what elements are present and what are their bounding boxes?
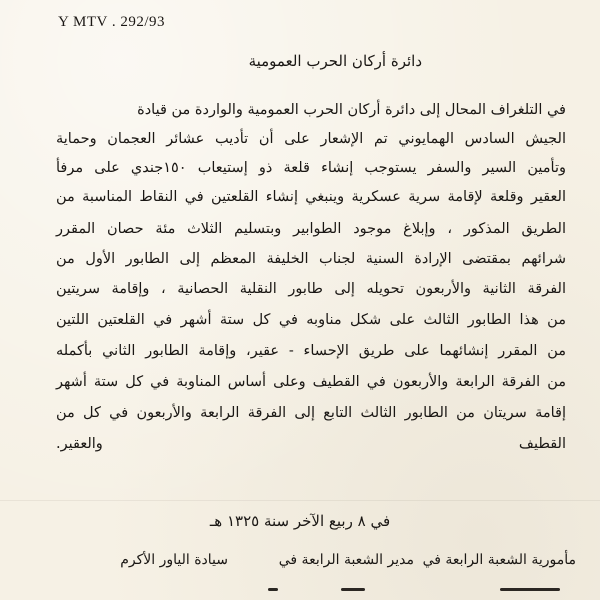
body-line: الفرقة الثانية والأربعون تحويله إلى طابور النقلية الحصانية ، وإقامة سريتين <box>56 281 566 297</box>
body-line: من هذا الطابور الثالث على شكل مناوبه في كل ستة أشهر في القلعتين اللتين <box>56 312 566 328</box>
body-line: في التلغراف المحال إلى دائرة أركان الحرب العمومية والواردة من قيادة <box>137 102 566 118</box>
recipient-label: سيادة الياور الأكرم <box>120 552 228 568</box>
body-line: الطريق المذكور ، وإبلاغ موجود الطوابير وبتسليم الثلاث مئة حصان المقرر <box>56 221 566 237</box>
archive-reference: Y MTV . 292/93 <box>58 14 166 30</box>
body-line: العقير وقلعة لإقامة سرية عسكرية وينبغي إنشاء القلعتين في النقاط المناسبة من <box>56 189 566 205</box>
recipient-label: مدير الشعبة الرابعة في <box>278 552 414 568</box>
cropped-text-fragment <box>268 588 278 591</box>
page-fold <box>0 500 600 501</box>
cropped-next-line <box>0 588 600 600</box>
cropped-text-fragment <box>500 588 560 591</box>
body-line: الجيش السادس الهمايوني تم الإشعار على أن تأديب عشائر العجمان وحماية <box>56 131 566 147</box>
body-line: وتأمين السير والسفر يستوجب إنشاء قلعة ذو إستيعاب ١٥٠جندي على مرفأ <box>56 160 566 176</box>
recipient-label: مأمورية الشعبة الرابعة في <box>422 552 576 568</box>
document-date: في ٨ ربيع الآخر سنة ١٣٢٥ هـ <box>209 512 391 530</box>
body-line: من المقرر إنشائهما على طريق الإحساء - عقير، وإقامة الطابور الثاني بأكمله <box>56 343 566 359</box>
addressee-heading: دائرة أركان الحرب العمومية <box>248 52 422 70</box>
body-line: القطيف والعقير. <box>56 436 566 452</box>
body-line: إقامة سريتان من الطابور الثالث التابع إلى الفرقة الرابعة والأربعون في كل من <box>56 405 566 421</box>
body-line: شرائهم بمقتضى الإرادة السنية لجناب الخليفة المعظم إلى الطابور الأول من <box>56 251 566 267</box>
cropped-text-fragment <box>341 588 365 591</box>
body-line: من الفرقة الرابعة والأربعون في القطيف وعلى أساس المناوبة في كل ستة أشهر <box>56 374 566 390</box>
